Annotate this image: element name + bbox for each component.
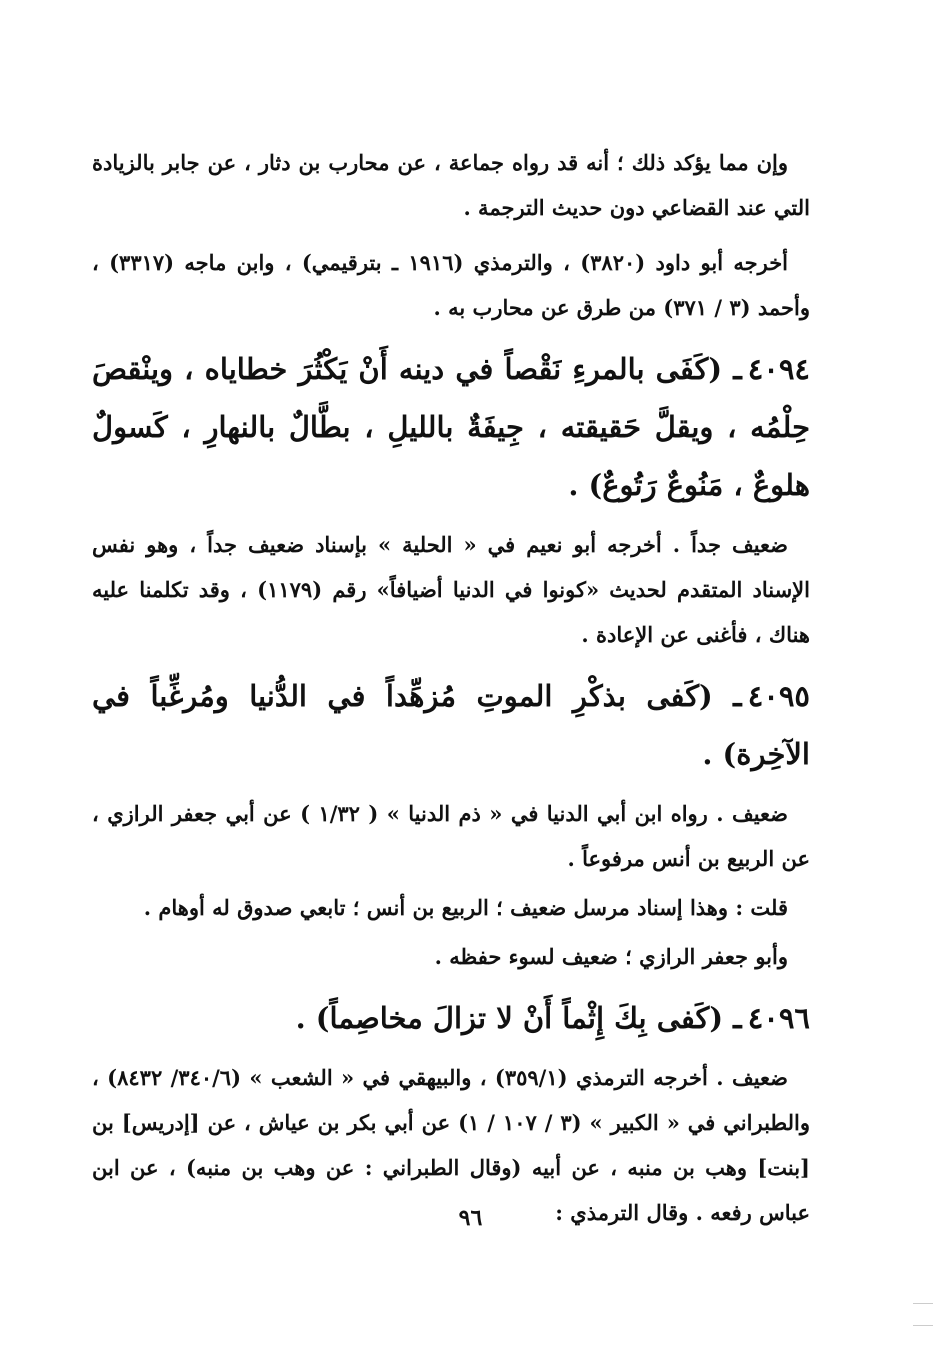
hadith-text: ـ (كَفى بِكَ إِثْماً أَنْ لا تزالَ مخاصِماً) . (295, 1001, 742, 1035)
hadith-4096 (92, 989, 810, 1047)
page-body (92, 140, 810, 1245)
page-number: ٩٦ (458, 1205, 483, 1231)
paragraph-takhrij: أخرجه أبو داود (٣٨٢٠) ، والترمذي (١٩١٦ ـ بترقيمي) ، وابن ماجه (٣٣١٧) ، وأحمد (٣ / ٣٧١) من طرق عن محارب به . (92, 250, 810, 320)
paragraph-corroboration: وإن مما يؤكد ذلك ؛ أنه قد رواه جماعة ، عن محارب بن دثار ، عن جابر بالزيادة التي عند القضاعي دون حديث الترجمة . (92, 150, 810, 220)
hadith-text: ـ (كَفَى بالمرءِ نَقْصاً في دينه أَنْ يَكْثُرَ خطاياه ، وينْقصَ حِلْمُه ، ويقلَّ حَقيقته ، جِيفَةٌ بالليلِ ، بطَّالٌ بالنهارِ ، كَسولٌ هلوعٌ ، مَنُوعٌ رَتُوعٌ) . (92, 352, 810, 502)
hadith-number: ٤٠٩٤ (747, 352, 810, 386)
commentary-4096: ضعيف . أخرجه الترمذي (٣٥٩/١) ، والبيهقي في « الشعب » (٣٤٠/٦/ ٨٤٣٢) ، والطبراني في « الكبير » (٣ / ١٠٧ / ١) عن أبي بكر بن عياش ، عن [إدريس] بن [بنت] وهب بن منبه ، عن أبيه (وقال الطبراني : عن وهب بن منبه) ، عن ابن عباس رفعه . وقال الترمذي : (92, 1065, 811, 1225)
hadith-number: ٤٠٩٥ (747, 679, 810, 713)
commentary-4094: ضعيف جداً . أخرجه أبو نعيم في « الحلية » بإسناد ضعيف جداً ، وهو نفس الإسناد المتقدم لحديث «كونوا في الدنيا أضيافاً» رقم (١١٧٩) ، وقد تكلمنا عليه هناك ، فأغنى عن الإعادة . (92, 532, 810, 647)
scan-edge-mark (913, 1325, 933, 1326)
hadith-4094 (92, 340, 810, 514)
hadith-number: ٤٠٩٦ (747, 1001, 810, 1035)
commentary-4095-grading: ضعيف . رواه ابن أبي الدنيا في « ذم الدنيا » ( ١/٣٢ ) عن أبي جعفر الرازي ، عن الربيع بن أنس مرفوعاً . (92, 801, 810, 871)
hadith-4095 (92, 667, 810, 783)
hadith-text: ـ (كَفى بذكْرِ الموتِ مُزهِّداً في الدُّنيا ومُرغِّباً في الآخِرة) . (92, 679, 810, 771)
scan-edge-mark (913, 1303, 933, 1304)
commentary-4095-note: قلت : وهذا إسناد مرسل ضعيف ؛ الربيع بن أنس ؛ تابعي صدوق له أوهام . (143, 895, 788, 920)
commentary-4095-narrator: وأبو جعفر الرازي ؛ ضعيف لسوء حفظه . (434, 944, 788, 969)
